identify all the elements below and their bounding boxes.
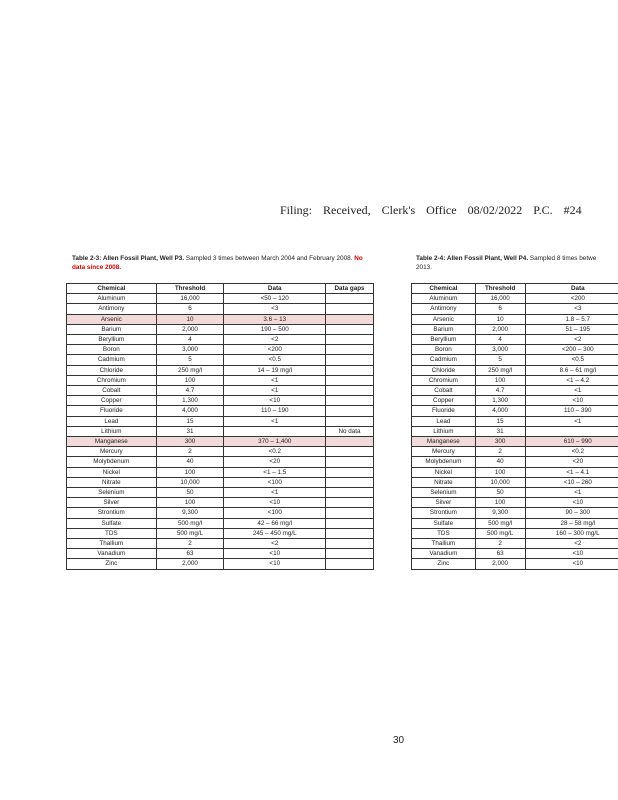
cell-data-gaps bbox=[326, 477, 374, 487]
cell-threshold: 4.7 bbox=[475, 386, 525, 396]
table-row bbox=[67, 508, 374, 518]
cell-chemical: Arsenic bbox=[412, 314, 476, 324]
table-2-3-caption-note: No data since 2008. bbox=[72, 255, 363, 271]
cell-chemical: Chloride bbox=[412, 365, 476, 375]
cell-data-gaps bbox=[326, 549, 374, 559]
cell-threshold: 31 bbox=[156, 426, 224, 436]
cell-threshold: 1,300 bbox=[156, 396, 224, 406]
cell-threshold: 16,000 bbox=[475, 294, 525, 304]
cell-data-gaps bbox=[326, 396, 374, 406]
cell-chemical: Boron bbox=[67, 345, 157, 355]
cell-data-gaps bbox=[326, 345, 374, 355]
table-row bbox=[67, 314, 374, 324]
table-row bbox=[67, 386, 374, 396]
cell-data: <0.5 bbox=[224, 355, 326, 365]
cell-chemical: Antimony bbox=[412, 304, 476, 314]
cell-threshold: 3,000 bbox=[475, 345, 525, 355]
cell-threshold: 250 mg/l bbox=[156, 365, 224, 375]
cell-data: 1.8 – 5.7 bbox=[525, 314, 618, 324]
cell-threshold: 9,300 bbox=[156, 508, 224, 518]
cell-chemical: Chromium bbox=[412, 375, 476, 385]
cell-data: <200 bbox=[525, 294, 618, 304]
cell-chemical: Nickel bbox=[67, 467, 157, 477]
cell-data: <10 bbox=[224, 396, 326, 406]
cell-data: 190 – 500 bbox=[224, 324, 326, 334]
cell-data-gaps bbox=[326, 416, 374, 426]
cell-data: <10 bbox=[525, 559, 618, 569]
cell-threshold: 15 bbox=[475, 416, 525, 426]
cell-chemical: Mercury bbox=[412, 447, 476, 457]
cell-threshold: 300 bbox=[475, 437, 525, 447]
cell-data: <10 bbox=[525, 396, 618, 406]
page-number: 30 bbox=[393, 735, 405, 746]
table-2-4-caption-line2: 2013. bbox=[416, 264, 432, 271]
cell-threshold: 4 bbox=[156, 335, 224, 345]
cell-chemical: Molybdenum bbox=[412, 457, 476, 467]
cell-data: 370 – 1,400 bbox=[224, 437, 326, 447]
cell-data: <1 bbox=[224, 416, 326, 426]
table-row bbox=[67, 406, 374, 416]
cell-chemical: Nitrate bbox=[412, 477, 476, 487]
cell-threshold: 2,000 bbox=[475, 559, 525, 569]
cell-data-gaps bbox=[326, 457, 374, 467]
cell-chemical: Zinc bbox=[412, 559, 476, 569]
cell-data: 160 – 300 mg/L bbox=[525, 528, 618, 538]
cell-threshold: 5 bbox=[475, 355, 525, 365]
cell-data: <2 bbox=[224, 335, 326, 345]
cell-threshold: 2 bbox=[156, 447, 224, 457]
cell-chemical: Cadmium bbox=[67, 355, 157, 365]
cell-threshold: 15 bbox=[156, 416, 224, 426]
cell-chemical: Lead bbox=[412, 416, 476, 426]
cell-threshold: 2 bbox=[475, 447, 525, 457]
table-row bbox=[67, 355, 374, 365]
cell-chemical: Thallium bbox=[412, 539, 476, 549]
cell-data-gaps bbox=[326, 355, 374, 365]
cell-threshold: 1,300 bbox=[475, 396, 525, 406]
table-2-4-caption-title: Table 2-4: Allen Fossil Plant, Well P4. bbox=[416, 255, 529, 262]
table-row bbox=[67, 365, 374, 375]
cell-threshold: 250 mg/l bbox=[475, 365, 525, 375]
cell-threshold: 31 bbox=[475, 426, 525, 436]
cell-data: 610 – 990 bbox=[525, 437, 618, 447]
table-row bbox=[67, 294, 374, 304]
cell-chemical: Vanadium bbox=[67, 549, 157, 559]
cell-threshold: 50 bbox=[156, 488, 224, 498]
cell-threshold: 4 bbox=[475, 335, 525, 345]
cell-chemical: Selenium bbox=[412, 488, 476, 498]
cell-data: <1 bbox=[224, 386, 326, 396]
table-row bbox=[412, 467, 618, 477]
table-row bbox=[412, 365, 618, 375]
cell-data-gaps bbox=[326, 528, 374, 538]
table-row bbox=[412, 355, 618, 365]
filing-stamp: Filing: Received, Clerk's Office 08/02/2022 P.C. #24 bbox=[280, 203, 582, 217]
cell-chemical: Zinc bbox=[67, 559, 157, 569]
table-row bbox=[412, 324, 618, 334]
cell-data-gaps bbox=[326, 294, 374, 304]
cell-data: <10 bbox=[525, 549, 618, 559]
cell-data: 51 – 195 bbox=[525, 324, 618, 334]
cell-chemical: Chromium bbox=[67, 375, 157, 385]
table-row bbox=[67, 457, 374, 467]
cell-threshold: 100 bbox=[156, 498, 224, 508]
column-header-chemical: Chemical bbox=[67, 284, 157, 294]
cell-data: 245 – 450 mg/L bbox=[224, 528, 326, 538]
cell-data: <10 bbox=[224, 549, 326, 559]
cell-chemical: Silver bbox=[412, 498, 476, 508]
table-row bbox=[412, 437, 618, 447]
cell-threshold: 40 bbox=[475, 457, 525, 467]
cell-data: 110 – 390 bbox=[525, 406, 618, 416]
column-header-data: Data bbox=[224, 284, 326, 294]
cell-data-gaps bbox=[326, 335, 374, 345]
cell-data: 90 – 300 bbox=[525, 508, 618, 518]
cell-threshold: 500 mg/L bbox=[475, 528, 525, 538]
cell-chemical: Lead bbox=[67, 416, 157, 426]
cell-data: <3 bbox=[525, 304, 618, 314]
cell-data-gaps bbox=[326, 488, 374, 498]
table-row bbox=[67, 549, 374, 559]
cell-threshold: 6 bbox=[156, 304, 224, 314]
cell-threshold: 63 bbox=[475, 549, 525, 559]
table-row bbox=[67, 467, 374, 477]
cell-data-gaps bbox=[326, 437, 374, 447]
cell-chemical: Molybdenum bbox=[67, 457, 157, 467]
cell-threshold: 5 bbox=[156, 355, 224, 365]
cell-threshold: 100 bbox=[156, 467, 224, 477]
cell-threshold: 6 bbox=[475, 304, 525, 314]
column-header-data: Data bbox=[525, 284, 618, 294]
cell-data bbox=[224, 426, 326, 436]
cell-threshold: 10,000 bbox=[475, 477, 525, 487]
table-row bbox=[412, 508, 618, 518]
cell-chemical: Manganese bbox=[412, 437, 476, 447]
cell-data: <0.2 bbox=[224, 447, 326, 457]
table-2-4-caption-text: Sampled 8 times betwe bbox=[528, 255, 597, 262]
cell-chemical: Barium bbox=[67, 324, 157, 334]
table-row bbox=[412, 528, 618, 538]
cell-threshold: 4.7 bbox=[156, 386, 224, 396]
table-row bbox=[67, 335, 374, 345]
cell-data: <2 bbox=[525, 539, 618, 549]
cell-data-gaps bbox=[326, 539, 374, 549]
table-row bbox=[412, 314, 618, 324]
cell-data-gaps bbox=[326, 447, 374, 457]
cell-data: 8.6 – 61 mg/l bbox=[525, 365, 618, 375]
cell-chemical: Nickel bbox=[412, 467, 476, 477]
table-row bbox=[412, 426, 618, 436]
table-row bbox=[412, 406, 618, 416]
table-row bbox=[412, 539, 618, 549]
cell-data-gaps bbox=[326, 406, 374, 416]
cell-chemical: Nitrate bbox=[67, 477, 157, 487]
cell-threshold: 500 mg/l bbox=[475, 518, 525, 528]
cell-data-gaps bbox=[326, 365, 374, 375]
cell-data: <1 bbox=[224, 488, 326, 498]
cell-chemical: Strontium bbox=[67, 508, 157, 518]
cell-threshold: 9,300 bbox=[475, 508, 525, 518]
table-row bbox=[412, 304, 618, 314]
cell-data: <1 – 1.5 bbox=[224, 467, 326, 477]
cell-data: <10 bbox=[525, 498, 618, 508]
cell-chemical: Chloride bbox=[67, 365, 157, 375]
cell-threshold: 40 bbox=[156, 457, 224, 467]
table-row bbox=[412, 549, 618, 559]
cell-data: <20 bbox=[224, 457, 326, 467]
cell-chemical: Cobalt bbox=[67, 386, 157, 396]
cell-data-gaps bbox=[326, 518, 374, 528]
table-row bbox=[412, 518, 618, 528]
table-2-3-caption-title: Table 2-3: Allen Fossil Plant, Well P3. bbox=[72, 255, 185, 262]
cell-data: <3 bbox=[224, 304, 326, 314]
cell-chemical: Aluminum bbox=[67, 294, 157, 304]
cell-chemical: Barium bbox=[412, 324, 476, 334]
table-row bbox=[412, 447, 618, 457]
cell-data: <10 – 260 bbox=[525, 477, 618, 487]
table-2-4 bbox=[411, 283, 618, 570]
cell-threshold: 500 mg/l bbox=[156, 518, 224, 528]
table-row bbox=[67, 416, 374, 426]
cell-data-gaps bbox=[326, 386, 374, 396]
cell-threshold: 100 bbox=[475, 498, 525, 508]
cell-chemical: Selenium bbox=[67, 488, 157, 498]
table-header-row bbox=[412, 284, 618, 294]
cell-data-gaps bbox=[326, 324, 374, 334]
cell-data-gaps bbox=[326, 375, 374, 385]
column-header-threshold: Threshold bbox=[475, 284, 525, 294]
table-2-3-body bbox=[67, 294, 374, 569]
cell-data: <0.2 bbox=[525, 447, 618, 457]
table-row bbox=[67, 304, 374, 314]
column-header-data-gaps: Data gaps bbox=[326, 284, 374, 294]
table-row bbox=[412, 294, 618, 304]
table-row bbox=[67, 426, 374, 436]
cell-chemical: Sulfate bbox=[412, 518, 476, 528]
cell-chemical: Copper bbox=[67, 396, 157, 406]
cell-threshold: 2,000 bbox=[156, 324, 224, 334]
table-row bbox=[67, 559, 374, 569]
table-row bbox=[412, 335, 618, 345]
cell-chemical: Fluoride bbox=[67, 406, 157, 416]
cell-chemical: Mercury bbox=[67, 447, 157, 457]
cell-data: <1 bbox=[525, 488, 618, 498]
cell-data-gaps bbox=[326, 498, 374, 508]
cell-chemical: Beryllium bbox=[412, 335, 476, 345]
table-row bbox=[412, 416, 618, 426]
column-header-chemical: Chemical bbox=[412, 284, 476, 294]
table-row bbox=[412, 488, 618, 498]
table-row bbox=[67, 437, 374, 447]
cell-threshold: 2 bbox=[475, 539, 525, 549]
table-2-3-caption bbox=[72, 254, 372, 272]
table-row bbox=[67, 518, 374, 528]
table-row bbox=[67, 345, 374, 355]
cell-chemical: Aluminum bbox=[412, 294, 476, 304]
cell-chemical: Beryllium bbox=[67, 335, 157, 345]
cell-data: <100 bbox=[224, 477, 326, 487]
cell-chemical: Silver bbox=[67, 498, 157, 508]
table-row bbox=[67, 528, 374, 538]
table-row bbox=[67, 375, 374, 385]
cell-data: 42 – 66 mg/l bbox=[224, 518, 326, 528]
cell-chemical: TDS bbox=[412, 528, 476, 538]
cell-threshold: 2,000 bbox=[156, 559, 224, 569]
table-2-3-caption-text: Sampled 3 times between March 2004 and February 2008. bbox=[184, 255, 353, 262]
cell-chemical: Sulfate bbox=[67, 518, 157, 528]
table-row bbox=[67, 498, 374, 508]
cell-data: <10 bbox=[224, 559, 326, 569]
cell-threshold: 10 bbox=[156, 314, 224, 324]
cell-data: 3.6 – 13 bbox=[224, 314, 326, 324]
cell-data: <100 bbox=[224, 508, 326, 518]
cell-data: 28 – 58 mg/l bbox=[525, 518, 618, 528]
cell-chemical: TDS bbox=[67, 528, 157, 538]
table-2-4-body bbox=[412, 294, 618, 569]
cell-chemical: Arsenic bbox=[67, 314, 157, 324]
table-row bbox=[412, 498, 618, 508]
cell-chemical: Strontium bbox=[412, 508, 476, 518]
cell-data-gaps: No data bbox=[326, 426, 374, 436]
cell-threshold: 16,000 bbox=[156, 294, 224, 304]
cell-data: <2 bbox=[525, 335, 618, 345]
cell-data: <1 bbox=[525, 386, 618, 396]
cell-chemical: Cadmium bbox=[412, 355, 476, 365]
cell-data: <2 bbox=[224, 539, 326, 549]
cell-chemical: Copper bbox=[412, 396, 476, 406]
cell-data: <1 – 4.1 bbox=[525, 467, 618, 477]
cell-threshold: 10,000 bbox=[156, 477, 224, 487]
cell-data: <200 – 300 bbox=[525, 345, 618, 355]
cell-threshold: 10 bbox=[475, 314, 525, 324]
table-row bbox=[67, 396, 374, 406]
cell-threshold: 4,000 bbox=[475, 406, 525, 416]
table-row bbox=[412, 559, 618, 569]
table-2-3 bbox=[66, 283, 374, 570]
cell-data: 14 – 19 mg/l bbox=[224, 365, 326, 375]
cell-threshold: 3,000 bbox=[156, 345, 224, 355]
cell-threshold: 100 bbox=[475, 375, 525, 385]
cell-data: <1 bbox=[525, 416, 618, 426]
table-row bbox=[412, 386, 618, 396]
table-header-row bbox=[67, 284, 374, 294]
cell-data: <20 bbox=[525, 457, 618, 467]
table-row bbox=[67, 488, 374, 498]
table-row bbox=[67, 539, 374, 549]
cell-threshold: 100 bbox=[475, 467, 525, 477]
table-row bbox=[412, 457, 618, 467]
cell-data: <0.5 bbox=[525, 355, 618, 365]
cell-data: 110 – 190 bbox=[224, 406, 326, 416]
cell-data: <1 bbox=[224, 375, 326, 385]
cell-data bbox=[525, 426, 618, 436]
cell-threshold: 2,000 bbox=[475, 324, 525, 334]
cell-chemical: Fluoride bbox=[412, 406, 476, 416]
table-2-4-caption bbox=[416, 254, 618, 272]
table-row bbox=[412, 375, 618, 385]
cell-threshold: 300 bbox=[156, 437, 224, 447]
table-row bbox=[67, 447, 374, 457]
cell-threshold: 2 bbox=[156, 539, 224, 549]
table-row bbox=[412, 477, 618, 487]
cell-chemical: Antimony bbox=[67, 304, 157, 314]
table-row bbox=[412, 396, 618, 406]
cell-data: <10 bbox=[224, 498, 326, 508]
cell-data-gaps bbox=[326, 559, 374, 569]
table-row bbox=[67, 477, 374, 487]
cell-threshold: 50 bbox=[475, 488, 525, 498]
table-row bbox=[412, 345, 618, 355]
cell-chemical: Vanadium bbox=[412, 549, 476, 559]
cell-threshold: 63 bbox=[156, 549, 224, 559]
cell-threshold: 4,000 bbox=[156, 406, 224, 416]
cell-chemical: Lithium bbox=[412, 426, 476, 436]
cell-chemical: Boron bbox=[412, 345, 476, 355]
cell-data: <200 bbox=[224, 345, 326, 355]
cell-data-gaps bbox=[326, 304, 374, 314]
cell-data-gaps bbox=[326, 314, 374, 324]
cell-threshold: 100 bbox=[156, 375, 224, 385]
cell-data: <1 – 4.2 bbox=[525, 375, 618, 385]
cell-chemical: Thallium bbox=[67, 539, 157, 549]
table-row bbox=[67, 324, 374, 334]
cell-data: <50 – 120 bbox=[224, 294, 326, 304]
cell-data-gaps bbox=[326, 508, 374, 518]
cell-chemical: Cobalt bbox=[412, 386, 476, 396]
cell-chemical: Manganese bbox=[67, 437, 157, 447]
cell-threshold: 500 mg/L bbox=[156, 528, 224, 538]
column-header-threshold: Threshold bbox=[156, 284, 224, 294]
cell-data-gaps bbox=[326, 467, 374, 477]
cell-chemical: Lithium bbox=[67, 426, 157, 436]
